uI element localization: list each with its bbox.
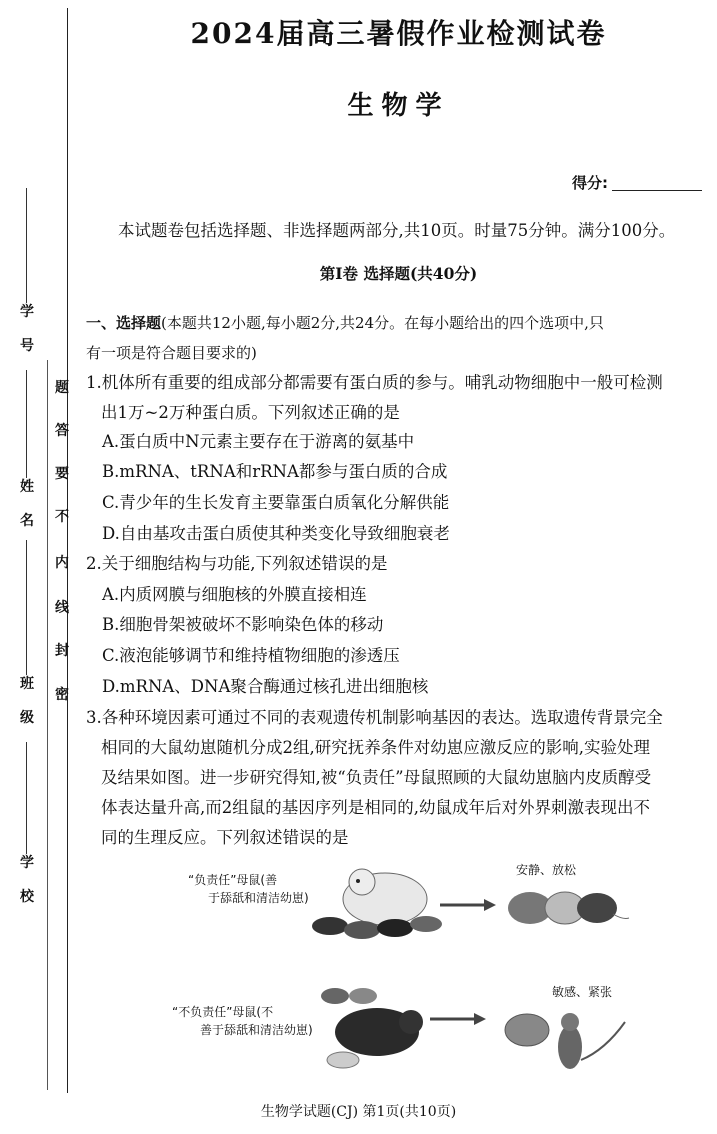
arrow-right-icon bbox=[438, 898, 498, 912]
question-2-option-b[interactable]: B.细胞骨架被破坏不影响染色体的移动 bbox=[102, 615, 384, 634]
arrow-right-icon bbox=[428, 1012, 488, 1026]
student-id-label: 学 号 bbox=[20, 304, 34, 354]
top-mother-label-1: “负责任”母鼠(善 bbox=[188, 873, 278, 887]
seal-char: 要 bbox=[55, 466, 69, 482]
subject-title: 生物学 bbox=[347, 91, 450, 121]
page-footer: 生物学试题(CJ) 第1页(共10页) bbox=[260, 1104, 457, 1120]
question-2-option-d[interactable]: D.mRNA、DNA聚合酶通过核孔进出细胞核 bbox=[102, 677, 429, 696]
binding-line bbox=[67, 8, 68, 1093]
school-field[interactable] bbox=[16, 742, 38, 906]
top-mother-label-2: 于舔舐和清洁幼崽) bbox=[208, 891, 309, 905]
student-id-field[interactable] bbox=[16, 188, 38, 355]
class-label: 班 级 bbox=[20, 676, 34, 726]
question-1-option-d[interactable]: D.自由基攻击蛋白质使其种类变化导致细胞衰老 bbox=[102, 524, 450, 543]
section-instructions: (本题共12小题,每小题2分,共24分。在每小题给出的四个选项中,只 bbox=[161, 314, 604, 332]
exam-title: 2024届高三暑假作业检测试卷 bbox=[190, 17, 607, 50]
question-3-stem: 3.各种环境因素可通过不同的表观遗传机制影响基因的表达。选取遗传背景完全 相同的大鼠幼崽随机分成2组,研究抚养条件对幼崽应激反应的影响,实验处理 及结果如图。进一步研究得知,被“负责任”母鼠照顾的大鼠幼崽脑内皮质醇受 体表达量升高,而2组鼠的基因序列是相同的,幼鼠成年后对外界刺激表现出不 同的生理反应。下列叙述错误的是 bbox=[86, 708, 663, 847]
question-2-option-a[interactable]: A.内质网膜与细胞核的外膜直接相连 bbox=[102, 585, 367, 604]
question-1-option-b[interactable]: B.mRNA、tRNA和rRNA都参与蛋白质的合成 bbox=[102, 462, 448, 481]
seal-char: 答 bbox=[55, 423, 69, 439]
section-heading bbox=[86, 308, 706, 368]
seal-char: 不 bbox=[55, 509, 69, 525]
seal-char: 线 bbox=[55, 600, 69, 616]
question-1-option-c[interactable]: C.青少年的生长发育主要靠蛋白质氧化分解供能 bbox=[102, 493, 450, 512]
question-1-option-a[interactable]: A.蛋白质中N元素主要存在于游离的氨基中 bbox=[102, 432, 415, 451]
name-label: 姓 名 bbox=[20, 479, 34, 529]
question-2-option-c[interactable]: C.液泡能够调节和维持植物细胞的渗透压 bbox=[102, 646, 400, 665]
school-label: 学 校 bbox=[20, 855, 34, 905]
caring-mother-rat-image bbox=[300, 864, 460, 944]
seal-line bbox=[47, 360, 48, 1090]
bottom-mother-label-2: 善于舔舐和清洁幼崽) bbox=[200, 1023, 313, 1037]
bottom-result-label: 敏感、紧张 bbox=[552, 985, 613, 999]
section-title: 一、选择题 bbox=[86, 314, 162, 332]
neglectful-mother-rat-image bbox=[315, 982, 430, 1072]
score-label: 得分: bbox=[572, 174, 608, 192]
calm-rats-image bbox=[505, 880, 630, 930]
question-1-stem: 1.机体所有重要的组成部分都需要有蛋白质的参与。哺乳动物细胞中一般可检测 出1万~2万种蛋白质。下列叙述正确的是 bbox=[86, 373, 663, 422]
question-2-stem: 2.关于细胞结构与功能,下列叙述错误的是 bbox=[86, 554, 388, 573]
score-blank[interactable] bbox=[612, 190, 702, 191]
class-field[interactable] bbox=[16, 540, 38, 727]
exam-intro: 本试题卷包括选择题、非选择题两部分,共10页。时量75分钟。满分100分。 bbox=[118, 221, 676, 240]
experiment-figure bbox=[160, 862, 630, 1077]
stressed-rats-image bbox=[495, 1002, 630, 1077]
part-title: 第Ⅰ卷 选择题(共40分) bbox=[319, 264, 478, 283]
section-instructions-cont: 有一项是符合题目要求的) bbox=[86, 344, 257, 362]
seal-char: 密 bbox=[55, 687, 69, 703]
name-field[interactable] bbox=[16, 370, 38, 530]
seal-char: 内 bbox=[55, 555, 69, 571]
seal-char: 题 bbox=[55, 380, 69, 396]
top-result-label: 安静、放松 bbox=[516, 863, 577, 877]
bottom-mother-label-1: “不负责任”母鼠(不 bbox=[172, 1005, 274, 1019]
seal-char: 封 bbox=[55, 643, 69, 659]
